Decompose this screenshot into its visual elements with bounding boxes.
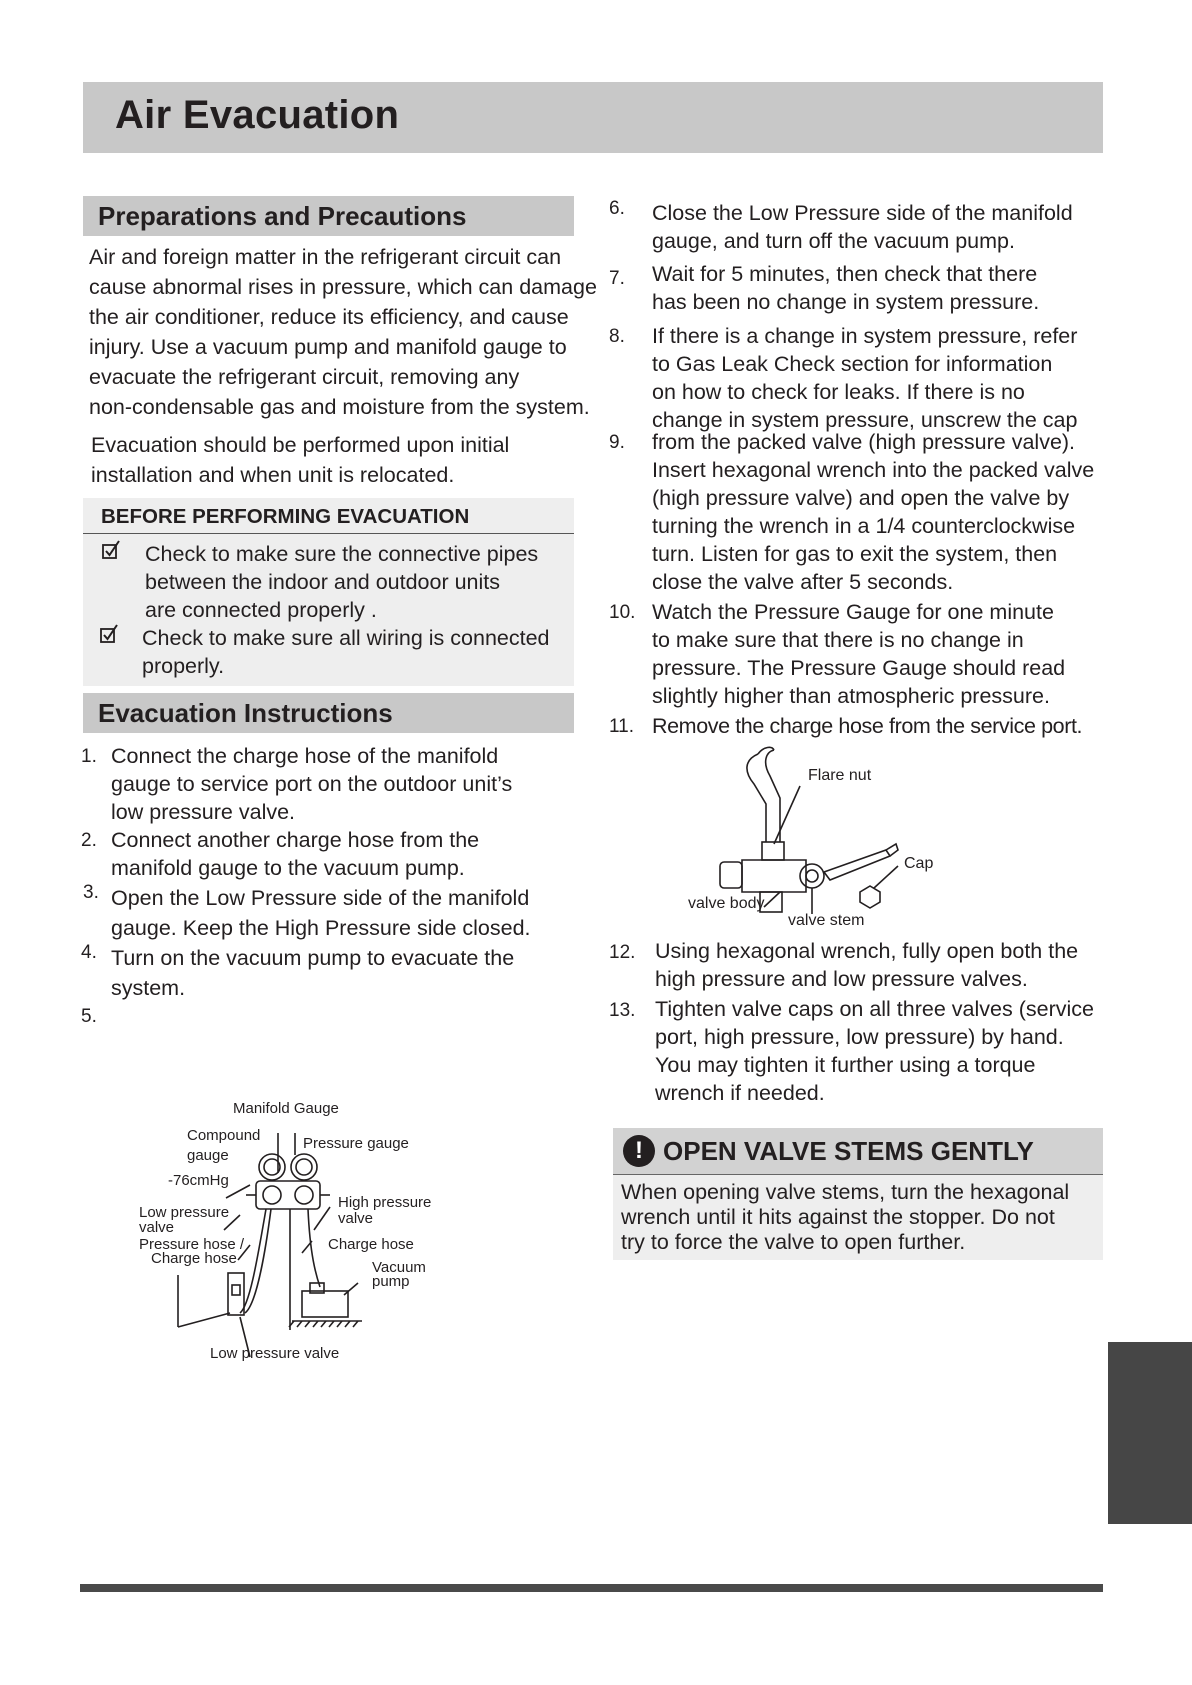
step-number: 8.	[609, 326, 625, 347]
step-number: 4.	[81, 942, 97, 963]
checkbox-icon	[102, 540, 122, 560]
step-line: Tighten valve caps on all three valves (service	[655, 997, 1094, 1021]
step-number: 3.	[83, 882, 99, 903]
step-number: 2.	[81, 830, 97, 851]
pressure-gauge-icon	[291, 1154, 317, 1180]
paragraph-line: Air and foreign matter in the refrigerant circuit can	[89, 245, 562, 269]
step-text	[655, 995, 1094, 1107]
flare-nut-icon	[762, 842, 784, 860]
step-number: 11.	[609, 716, 635, 737]
step-line: Wait for 5 minutes, then check that there	[652, 262, 1038, 286]
cap-icon	[860, 886, 880, 908]
valve-body-icon	[742, 860, 806, 892]
compound-gauge-icon	[259, 1154, 285, 1180]
paragraph-line: the air conditioner, reduce its efficiency, and cause	[89, 305, 569, 329]
before-evacuation-heading: BEFORE PERFORMING EVACUATION	[83, 498, 574, 534]
step-text	[111, 883, 531, 943]
checklist-line: Check to make sure all wiring is connected	[142, 626, 550, 650]
step-line: (high pressure valve) and open the valve by	[652, 486, 1070, 510]
step-line: gauge to service port on the outdoor unit’s	[111, 772, 513, 796]
warning-header	[613, 1128, 1103, 1175]
step-text	[655, 937, 1078, 993]
step-line: system.	[111, 976, 186, 1000]
evacuation-note	[91, 430, 581, 490]
manifold-body-icon	[256, 1181, 320, 1209]
step-text	[652, 199, 1073, 255]
side-tab	[1108, 1342, 1192, 1524]
preparations-paragraph	[89, 242, 599, 422]
diagram-label: Manifold Gauge	[233, 1100, 339, 1117]
warning-title: OPEN VALVE STEMS GENTLY	[663, 1136, 1034, 1166]
hex-wrench-icon	[824, 850, 890, 880]
step-line: to Gas Leak Check section for information	[652, 352, 1053, 376]
step-line: change in system pressure, unscrew the cap	[652, 408, 1078, 432]
step-line: gauge. Keep the High Pressure side closed.	[111, 916, 531, 940]
paragraph-line: non-condensable gas and moisture from the system.	[89, 395, 590, 419]
diagram-label: High pressure	[338, 1194, 432, 1211]
step-line: turning the wrench in a 1/4 counterclockwise	[652, 514, 1076, 538]
diagram-label: Charge hose	[328, 1236, 414, 1253]
step-number: 10.	[609, 602, 636, 623]
step-line: pressure. The Pressure Gauge should read	[652, 656, 1066, 680]
step-line: If there is a change in system pressure, refer	[652, 324, 1078, 348]
warning-line: When opening valve stems, turn the hexagonal	[621, 1180, 1070, 1204]
diagram-label: valve body	[688, 895, 765, 912]
diagram-label: valve	[338, 1210, 374, 1227]
diagram-label: Pressure gauge	[303, 1135, 409, 1152]
step-number: 5.	[81, 1006, 97, 1027]
step-text	[652, 260, 1039, 316]
paragraph-line: Evacuation should be performed upon initial	[91, 433, 510, 457]
paragraph-line: evacuate the refrigerant circuit, removing any	[89, 365, 520, 389]
step-text	[111, 943, 514, 1003]
low-pressure-valve-icon	[228, 1273, 244, 1315]
checklist-line: are connected properly .	[145, 598, 377, 622]
step-line: Turn on the vacuum pump to evacuate the	[111, 946, 515, 970]
paragraph-line: injury. Use a vacuum pump and manifold gauge to	[89, 335, 567, 359]
step-number: 9.	[609, 432, 625, 453]
step-line: on how to check for leaks. If there is no	[652, 380, 1025, 404]
diagram-label: Flare nut	[808, 767, 872, 784]
step-number: 13.	[609, 1000, 636, 1021]
warning-box	[613, 1128, 1103, 1260]
step-line: manifold gauge to the vacuum pump.	[111, 856, 465, 880]
diagram-label: valve stem	[788, 912, 865, 929]
step-text	[652, 322, 1077, 434]
step-line: close the valve after 5 seconds.	[652, 570, 954, 594]
step-line: Open the Low Pressure side of the manifold	[111, 886, 530, 910]
exclamation-icon: !	[623, 1135, 655, 1167]
vacuum-pump-icon	[302, 1291, 348, 1317]
paragraph-line: cause abnormal rises in pressure, which can damage	[89, 275, 597, 299]
valve-stem-icon	[800, 864, 824, 888]
diagram-label: valve	[139, 1219, 175, 1236]
step-number: 6.	[609, 198, 625, 219]
step-line: Close the Low Pressure side of the manifold	[652, 201, 1073, 225]
diagram-label: gauge	[187, 1147, 229, 1164]
step-line: low pressure valve.	[111, 800, 296, 824]
step-line: Watch the Pressure Gauge for one minute	[652, 600, 1054, 624]
checklist-line: properly.	[142, 654, 225, 678]
step-line: to make sure that there is no change in	[652, 628, 1024, 652]
diagram-label: Charge hose	[151, 1250, 237, 1267]
before-evacuation-box	[83, 498, 574, 686]
title-bar	[83, 82, 1103, 153]
manifold-gauge-diagram	[130, 1095, 460, 1365]
checklist-item	[145, 540, 538, 624]
diagram-label: pump	[372, 1273, 410, 1290]
pipe-icon	[747, 754, 766, 842]
checklist-item	[142, 624, 550, 680]
step-number: 7.	[609, 268, 625, 289]
warning-line: try to force the valve to open further.	[621, 1230, 966, 1254]
step-line: has been no change in system pressure.	[652, 290, 1040, 314]
step-line: Insert hexagonal wrench into the packed valve	[652, 458, 1095, 482]
diagram-label: Pressure hose /	[139, 1236, 245, 1253]
step-line: high pressure and low pressure valves.	[655, 967, 1028, 991]
checklist-line: between the indoor and outdoor units	[145, 570, 501, 594]
step-text	[652, 598, 1065, 710]
step-line: Using hexagonal wrench, fully open both the	[655, 939, 1079, 963]
step-line: You may tighten it further using a torque	[655, 1053, 1036, 1077]
warning-text	[621, 1180, 1099, 1255]
preparations-heading: Preparations and Precautions	[83, 196, 574, 236]
step-line: wrench if needed.	[655, 1081, 825, 1105]
service-valve-diagram	[684, 742, 944, 932]
checklist-line: Check to make sure the connective pipes	[145, 542, 539, 566]
step-line: port, high pressure, low pressure) by hand.	[655, 1025, 1064, 1049]
step-text	[652, 712, 1082, 740]
step-line: Connect the charge hose of the manifold	[111, 744, 499, 768]
step-text	[111, 742, 512, 826]
warning-line: wrench until it hits against the stopper. Do not	[621, 1205, 1055, 1229]
step-number: 12.	[609, 942, 636, 963]
step-line: slightly higher than atmospheric pressure.	[652, 684, 1050, 708]
step-text	[111, 826, 479, 882]
diagram-label: Low pressure valve	[210, 1345, 340, 1362]
diagram-label: -76cmHg	[168, 1172, 229, 1189]
checkbox-icon	[100, 624, 120, 644]
diagram-label: Low pressure	[139, 1204, 230, 1221]
step-line: from the packed valve (high pressure valve).	[652, 430, 1076, 454]
diagram-label: Compound	[187, 1127, 261, 1144]
diagram-label: Cap	[904, 855, 934, 872]
diagram-label: Vacuum	[372, 1259, 426, 1276]
page-title: Air Evacuation	[115, 93, 400, 137]
step-line: gauge, and turn off the vacuum pump.	[652, 229, 1015, 253]
step-line: Connect another charge hose from the	[111, 828, 480, 852]
step-line: Remove the charge hose from the service port.	[652, 714, 1083, 738]
step-number: 1.	[81, 746, 97, 767]
bottom-rule	[80, 1584, 1103, 1592]
step-text	[652, 428, 1094, 596]
paragraph-line: installation and when unit is relocated.	[91, 463, 455, 487]
instructions-heading: Evacuation Instructions	[83, 693, 574, 733]
step-line: turn. Listen for gas to exit the system, then	[652, 542, 1058, 566]
